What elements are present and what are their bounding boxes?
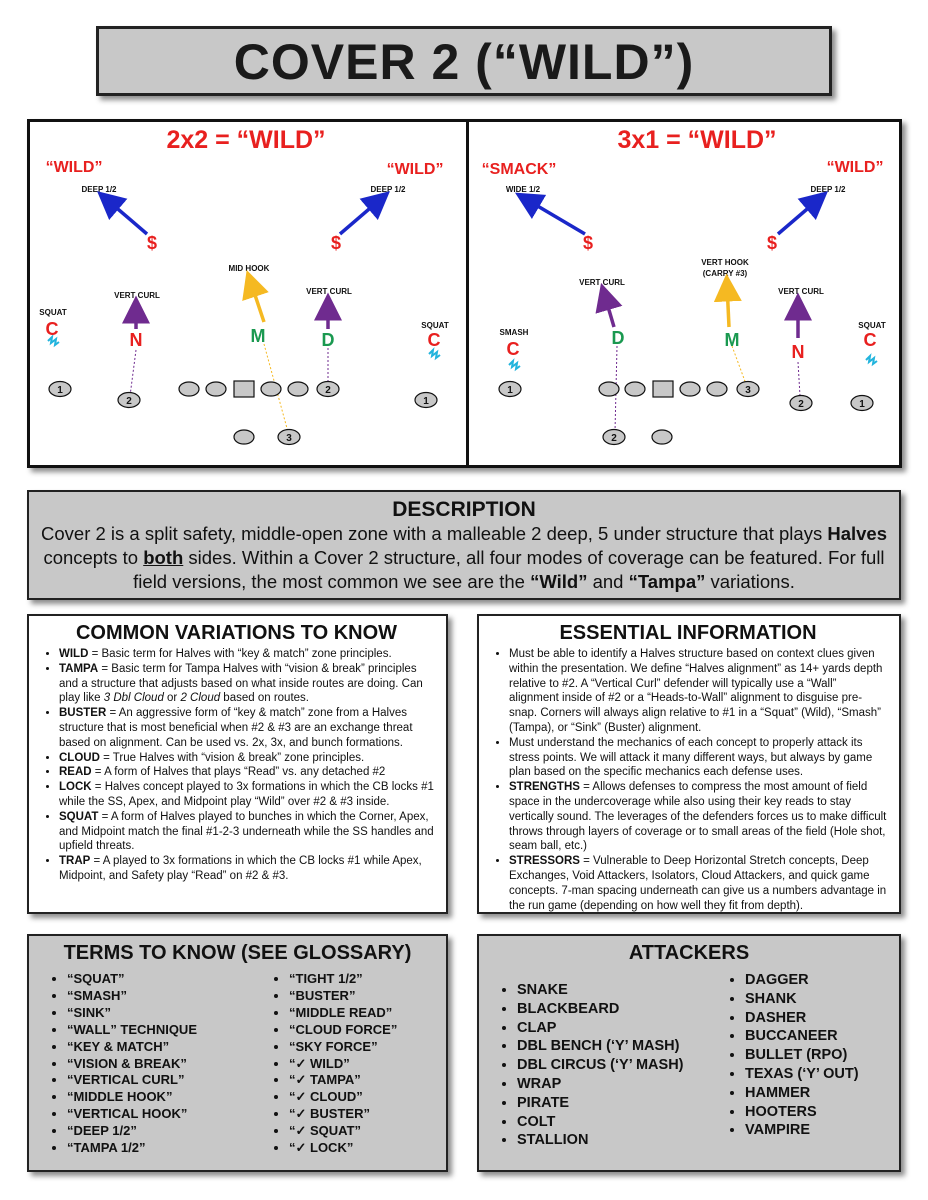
list-item: • LOCK = Halves concept played to 3x formations in which the CB locks #1 while the SS, Apex, and Midpoint play “Wild” over #2 & #3 inside. xyxy=(59,780,436,810)
receiver-number: 1 xyxy=(507,385,513,396)
description-text: concepts to xyxy=(43,547,144,568)
list-item: • WILD = Basic term for Halves with “key & match” zone principles. xyxy=(59,647,436,662)
diagram-3x1 xyxy=(482,126,886,445)
diagram-2x2 xyxy=(39,126,449,445)
description-text: field versions, the most common we see are the xyxy=(133,571,531,592)
essential-heading: ESSENTIAL INFORMATION xyxy=(559,622,817,644)
squat-squiggle xyxy=(429,350,440,358)
key-line xyxy=(732,346,746,384)
list-item: • “TIGHT 1/2” xyxy=(289,971,397,988)
lineman xyxy=(599,382,619,396)
list-item: • COLT xyxy=(517,1113,715,1132)
center xyxy=(234,381,254,397)
description-panel xyxy=(27,490,901,600)
list-item: • “VERTICAL HOOK” xyxy=(67,1106,259,1123)
description-text: sides. Within a Cover 2 structure, all four modes of coverage can be featured. For full xyxy=(183,547,885,568)
diagram-heading-2x2: 2x2 = “WILD” xyxy=(166,126,326,154)
route-arrow xyxy=(778,198,820,234)
description-emphasis: Halves xyxy=(827,523,887,544)
list-item: • BULLET (RPO) xyxy=(745,1046,859,1065)
description-emphasis: “Tampa” xyxy=(628,571,706,592)
coverage-diagrams xyxy=(27,119,902,468)
essential-panel xyxy=(477,614,901,914)
list-item: • “✓ BUSTER” xyxy=(289,1106,397,1123)
variations-list xyxy=(37,647,436,884)
defender-dime: D xyxy=(321,330,335,350)
defender-dime: D xyxy=(611,328,625,348)
list-item: • STALLION xyxy=(517,1131,715,1150)
route-arrow xyxy=(727,284,729,327)
list-item: • CLAP xyxy=(517,1019,715,1038)
label-vert-hook: VERT HOOK xyxy=(701,258,749,267)
attackers-panel xyxy=(477,934,901,1172)
label-vert-curl: VERT CURL xyxy=(579,278,625,287)
list-item: • DAGGER xyxy=(745,971,859,990)
list-item: • DBL CIRCUS (‘Y’ MASH) xyxy=(517,1056,715,1075)
defender-mike: M xyxy=(250,326,266,346)
label-vert-curl: VERT CURL xyxy=(306,287,352,296)
lineman xyxy=(261,382,281,396)
list-item: • BLACKBEARD xyxy=(517,1000,715,1019)
label-vert-curl: VERT CURL xyxy=(114,291,160,300)
lineman xyxy=(288,382,308,396)
description-body xyxy=(29,522,899,594)
list-item: • CLOUD = True Halves with “vision & break” zone principles. xyxy=(59,751,436,766)
center xyxy=(653,381,673,397)
receiver-number: 1 xyxy=(859,399,865,410)
terms-heading: TERMS TO KNOW (SEE GLOSSARY) xyxy=(63,942,412,964)
list-item: • “BUSTER” xyxy=(289,988,397,1005)
defender-safety: $ xyxy=(330,233,342,253)
receiver-number: 2 xyxy=(611,433,617,444)
label-wide-half: WIDE 1/2 xyxy=(505,185,541,194)
list-item: • HOOTERS xyxy=(745,1103,859,1122)
attackers-heading: ATTACKERS xyxy=(628,942,750,964)
receiver-number: 3 xyxy=(286,433,292,444)
call-left-3x1: “SMACK” xyxy=(481,161,557,178)
list-item: • DBL BENCH (‘Y’ MASH) xyxy=(517,1037,715,1056)
terms-list-2 xyxy=(259,971,397,1157)
list-item: • PIRATE xyxy=(517,1094,715,1113)
label-squat: SQUAT xyxy=(39,308,67,317)
list-item: • STRENGTHS = Allows defenses to compress the most amount of field space in the undercoverage while also using their key reads to stay vertically sound. The leverages of the defenders forces us to make difficult throws through layers of coverage or to small areas of the field (Hole shot, seam ball, etc.) xyxy=(509,780,889,854)
description-emphasis: “Wild” xyxy=(530,571,588,592)
label-carry: (CARRY #3) xyxy=(702,269,748,278)
diagram-heading-3x1: 3x1 = “WILD” xyxy=(617,126,777,154)
description-text: and xyxy=(587,571,629,592)
route-arrow xyxy=(105,198,147,234)
description-text: Cover 2 is a split safety, middle-open zone with a malleable 2 deep, 5 under structure that plays xyxy=(41,523,828,544)
route-arrow xyxy=(340,198,382,234)
label-deep-half: DEEP 1/2 xyxy=(810,185,846,194)
list-item: • “CLOUD FORCE” xyxy=(289,1022,397,1039)
list-item: • HAMMER xyxy=(745,1084,859,1103)
list-item: • “DEEP 1/2” xyxy=(67,1123,259,1140)
list-item: • READ = A form of Halves that plays “Read” vs. any detached #2 xyxy=(59,765,436,780)
label-mid-hook: MID HOOK xyxy=(228,264,270,273)
label-deep-half: DEEP 1/2 xyxy=(81,185,117,194)
description-emphasis: both xyxy=(143,547,184,568)
list-item: • TAMPA = Basic term for Tampa Halves with “vision & break” principles and a structure that adjusts based on what inside routes are doing. Can play like 3 Dbl Cloud or 2 Cloud based on routes. xyxy=(59,662,436,706)
list-item: • “KEY & MATCH” xyxy=(67,1039,259,1056)
defender-corner: C xyxy=(506,339,520,359)
list-item: • WRAP xyxy=(517,1075,715,1094)
defender-mike: M xyxy=(724,330,740,350)
list-item: • Must be able to identify a Halves structure based on context clues given within the presentation. We define “Halves alignment” as 14+ yards depth relative to #2. A “Vertical Curl” defender will typically use a “Wall” alignment inside of #2 or a “Heads-to-Wall” alignment to disguise pre-snap. Corners will always align relative to #1 in a “Squat” (Wild), “Smash” (Tampa), or “Sink” (Buster) alignment. xyxy=(509,647,889,736)
defender-corner: C xyxy=(45,319,59,339)
list-item: • TRAP = A played to 3x formations in which the CB locks #1 while Apex, Midpoint, and Safety play “Read” on #2 & #3. xyxy=(59,854,436,884)
list-item: • “SINK” xyxy=(67,1005,259,1022)
defender-corner: C xyxy=(863,330,877,350)
squat-squiggle xyxy=(866,356,877,364)
lineman xyxy=(179,382,199,396)
terms-list-1 xyxy=(37,971,259,1157)
lineman xyxy=(707,382,727,396)
variations-panel xyxy=(27,614,448,914)
list-item: • STRESSORS = Vulnerable to Deep Horizontal Stretch concepts, Deep Exchanges, Void Attackers, Isolators, Cloud Attackers, and quick game concepts. 7-man spacing underneath can give us a numbers advantage in the run game (depending on how well they fit from depth). xyxy=(509,854,889,913)
key-line xyxy=(798,362,800,396)
quarterback xyxy=(652,430,672,444)
label-deep-half: DEEP 1/2 xyxy=(370,185,406,194)
receiver-number: 3 xyxy=(745,385,751,396)
call-right-3x1: “WILD” xyxy=(826,159,884,176)
route-arrow xyxy=(250,280,264,322)
key-line xyxy=(130,350,136,396)
list-item: • “SMASH” xyxy=(67,988,259,1005)
quarterback xyxy=(234,430,254,444)
list-item: • “✓ CLOUD” xyxy=(289,1089,397,1106)
list-item: • “VISION & BREAK” xyxy=(67,1056,259,1073)
essential-list xyxy=(487,647,889,913)
list-item: • “TAMPA 1/2” xyxy=(67,1140,259,1157)
label-squat: SQUAT xyxy=(858,321,886,330)
page-title: COVER 2 (“WILD”) xyxy=(233,34,695,90)
list-item: • “SQUAT” xyxy=(67,971,259,988)
list-item: • “WALL” TECHNIQUE xyxy=(67,1022,259,1039)
label-smash: SMASH xyxy=(499,328,529,337)
receiver-number: 2 xyxy=(325,385,331,396)
attackers-list-1 xyxy=(487,981,715,1150)
lineman xyxy=(680,382,700,396)
receiver-number: 1 xyxy=(423,396,429,407)
call-right-2x2: “WILD” xyxy=(386,161,444,178)
list-item: • “MIDDLE HOOK” xyxy=(67,1089,259,1106)
label-vert-curl: VERT CURL xyxy=(778,287,824,296)
list-item: • “MIDDLE READ” xyxy=(289,1005,397,1022)
defender-safety: $ xyxy=(766,233,778,253)
receiver-number: 1 xyxy=(57,385,63,396)
attackers-columns xyxy=(487,967,891,1150)
lineman xyxy=(625,382,645,396)
list-item: • “✓ WILD” xyxy=(289,1056,397,1073)
defender-safety: $ xyxy=(146,233,158,253)
list-item: • BUSTER = An aggressive form of “key & match” zone from a Halves structure that is most beneficial when #2 & #3 are an exchange threat based on alignment. Can be used vs. 2x, 3x, and bunch formations. xyxy=(59,706,436,750)
list-item: • “✓ SQUAT” xyxy=(289,1123,397,1140)
list-item: • BUCCANEER xyxy=(745,1027,859,1046)
route-arrow xyxy=(524,198,585,234)
lineman xyxy=(206,382,226,396)
list-item: • VAMPIRE xyxy=(745,1121,859,1140)
description-text: variations. xyxy=(705,571,795,592)
defender-safety: $ xyxy=(582,233,594,253)
description-heading: DESCRIPTION xyxy=(392,498,536,521)
variations-heading: COMMON VARIATIONS TO KNOW xyxy=(75,622,398,644)
defender-nickel: N xyxy=(129,330,143,350)
list-item: • SNAKE xyxy=(517,981,715,1000)
terms-columns xyxy=(37,967,438,1157)
list-item: • Must understand the mechanics of each concept to properly attack its stress points. We will attack it many different ways, but always by game plan based on the specific mechanics each defense uses. xyxy=(509,736,889,780)
defender-corner: C xyxy=(427,330,441,350)
diagram-canvas xyxy=(30,122,899,465)
defender-nickel: N xyxy=(791,342,805,362)
list-item: • SHANK xyxy=(745,990,859,1009)
list-item: • SQUAT = A form of Halves played to bunches in which the Corner, Apex, and Midpoint match the final #1-2-3 underneath while the SS handles and upfield threats. xyxy=(59,810,436,854)
list-item: • DASHER xyxy=(745,1009,859,1028)
list-item: • TEXAS (‘Y’ OUT) xyxy=(745,1065,859,1084)
call-left-2x2: “WILD” xyxy=(45,159,103,176)
list-item: • “VERTICAL CURL” xyxy=(67,1072,259,1089)
receiver-number: 2 xyxy=(126,396,132,407)
label-squat: SQUAT xyxy=(421,321,449,330)
title-banner xyxy=(96,26,832,96)
terms-panel xyxy=(27,934,448,1172)
smash-squiggle xyxy=(509,361,520,369)
list-item: • “SKY FORCE” xyxy=(289,1039,397,1056)
attackers-list-2 xyxy=(715,971,859,1150)
list-item: • “✓ TAMPA” xyxy=(289,1072,397,1089)
list-item: • “✓ LOCK” xyxy=(289,1140,397,1157)
receiver-number: 2 xyxy=(798,399,804,410)
route-arrow xyxy=(604,293,614,327)
